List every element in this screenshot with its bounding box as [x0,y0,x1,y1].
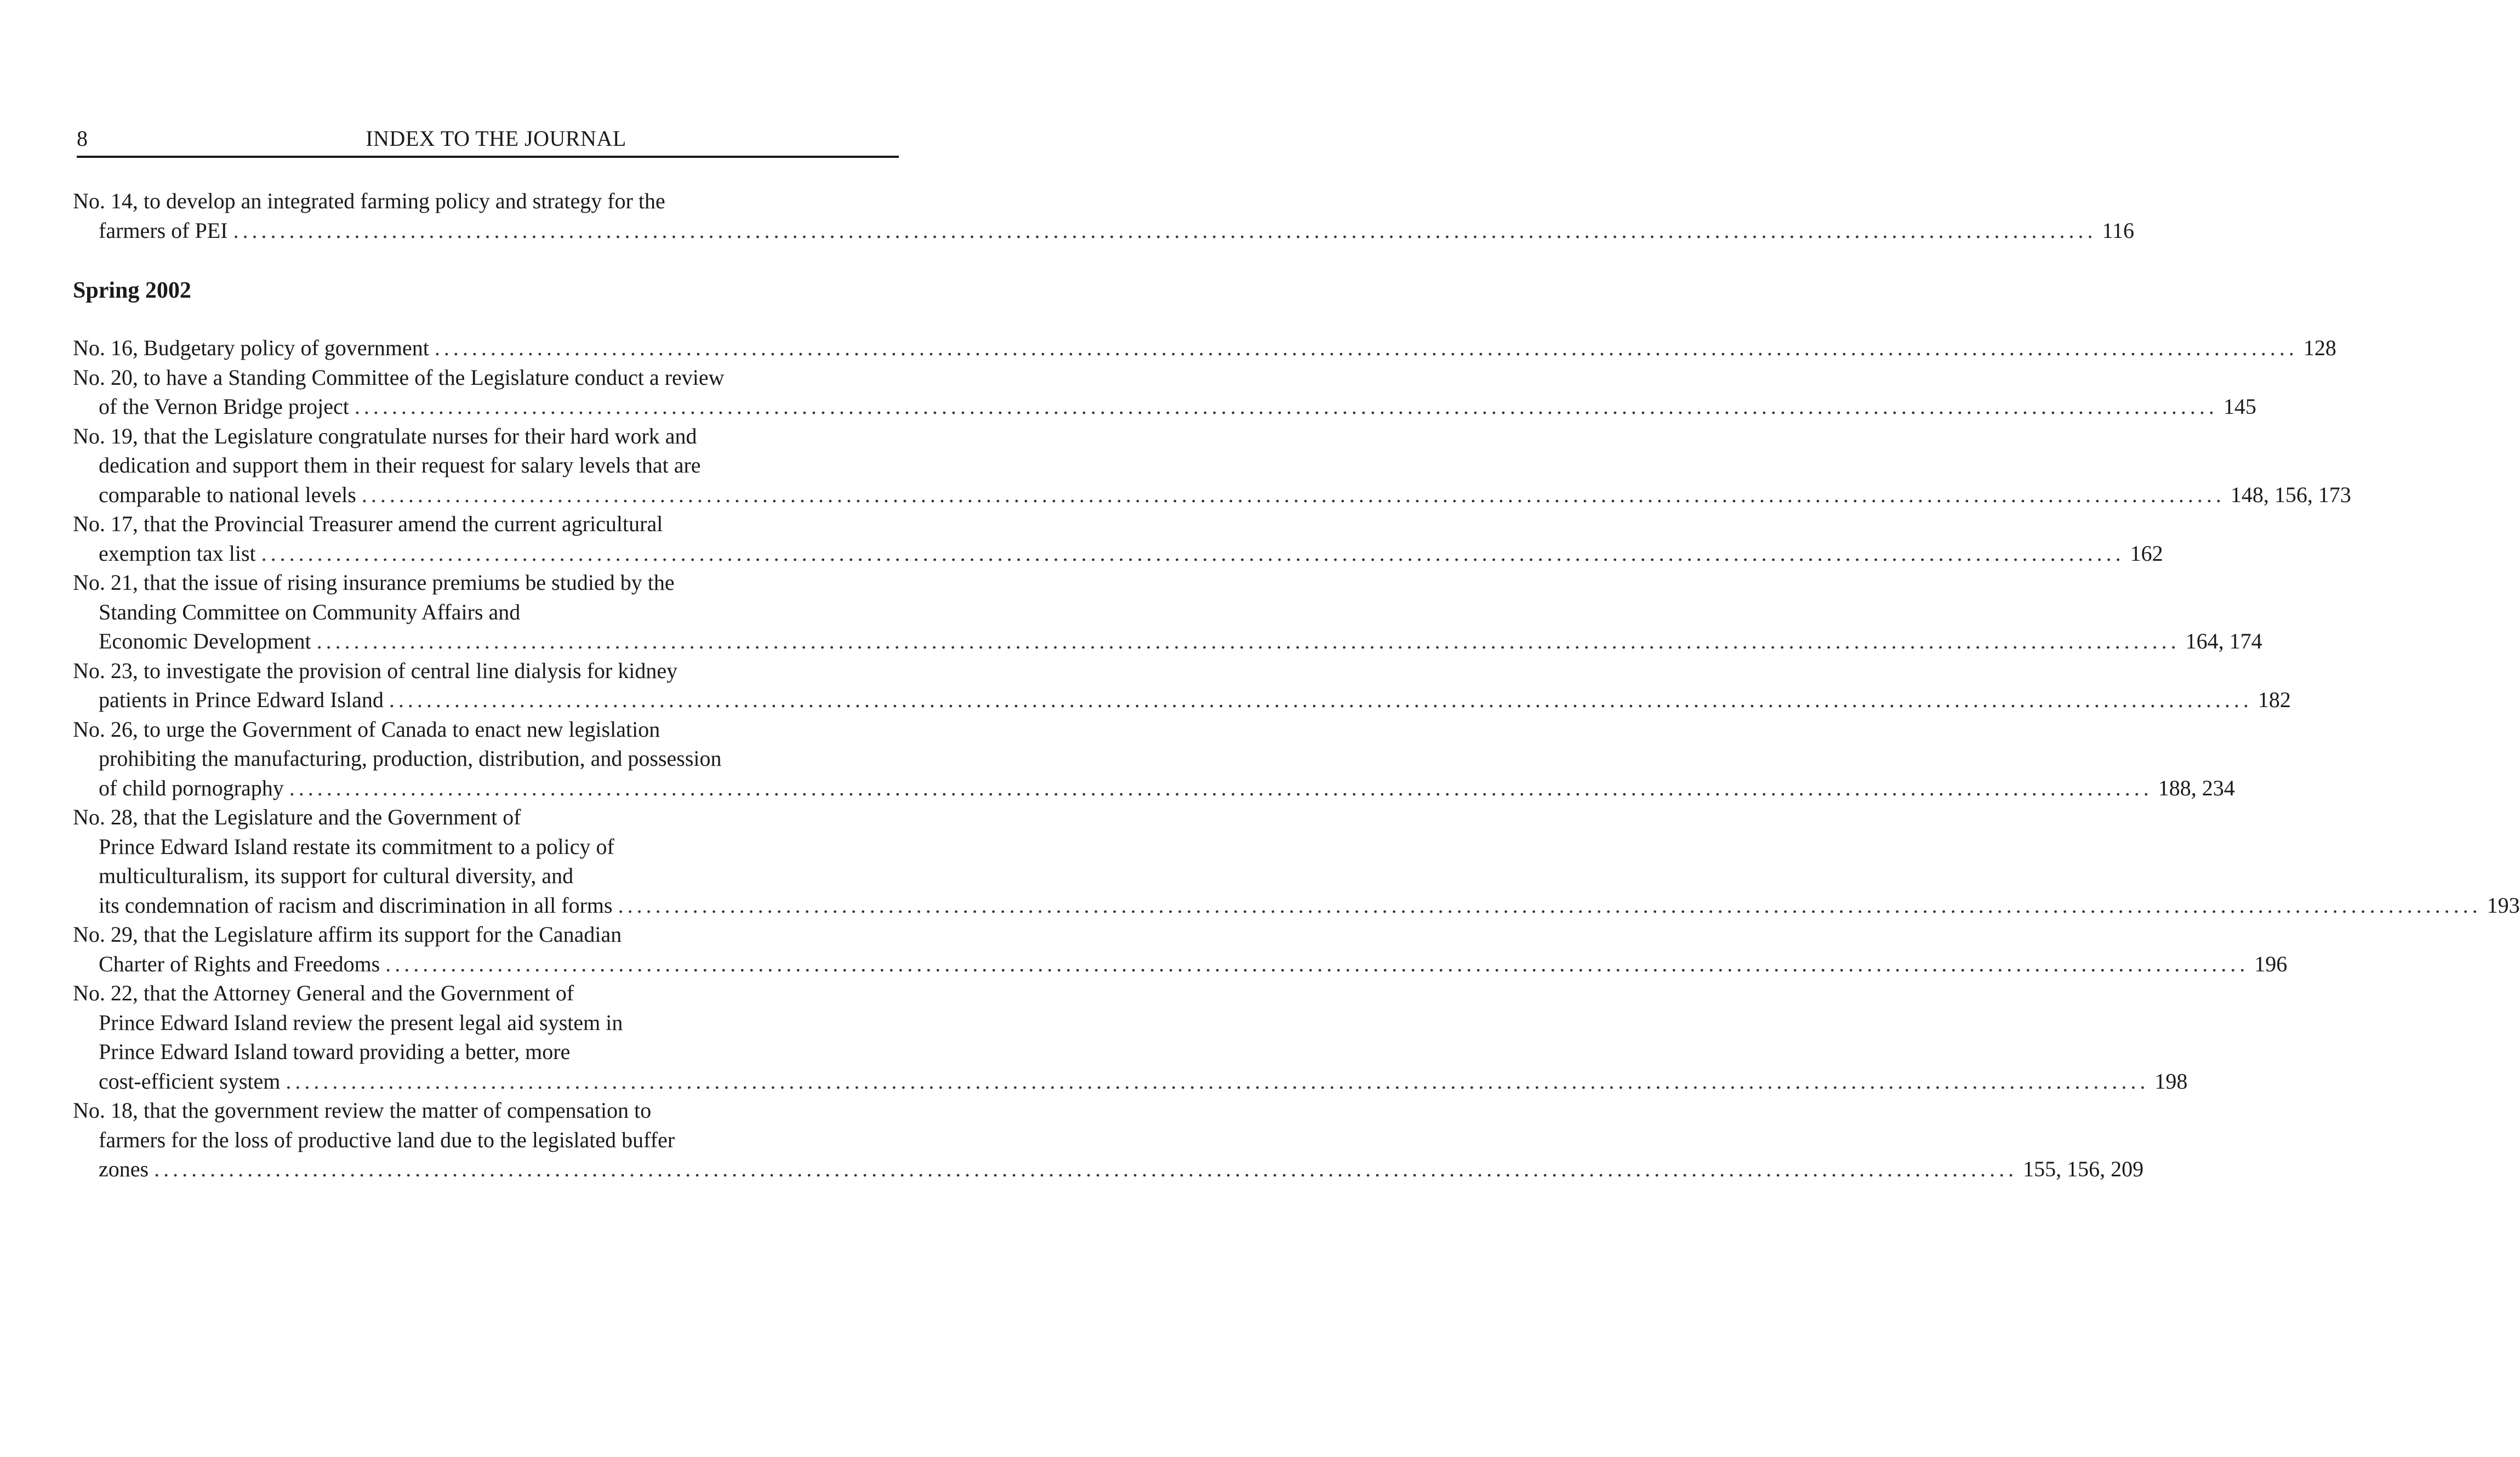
dot-leader: ........................................................................................................................................................................................................ [316,629,2180,653]
index-entry [73,920,2288,978]
index-entries [73,333,2520,1184]
entry-text-line: cost-efficient system [99,1068,281,1094]
entry-text-line: farmers of PEI [99,218,228,243]
page-header [77,122,899,158]
index-entry [73,715,2235,803]
dot-leader: ........................................................................................................................................................................................................ [261,540,2125,566]
dot-leader: ........................................................................................................................................................................................................ [385,951,2249,976]
entry-text-line: farmers for the loss of productive land due to the legislated buffer [99,1127,675,1152]
index-entry [73,422,2351,510]
entry-text-line: No. 14, to develop an integrated farming policy and strategy for the [73,189,665,213]
dot-leader: ........................................................................................................................................................................................................ [286,1068,2150,1094]
entry-text-line: Charter of Rights and Freedoms [99,951,380,976]
entry-text-line: patients in Prince Edward Island [99,687,384,712]
entry-text-line: comparable to national levels [99,482,356,507]
entry-last-line [73,216,2134,246]
page-reference: 196 [2254,951,2288,976]
dot-leader: ........................................................................................................................................................................................................ [618,892,2482,918]
entry-text-line: No. 26, to urge the Government of Canada to enact new legislation [73,716,660,742]
entry-text-line: No. 20, to have a Standing Committee of the Legislature conduct a review [73,365,725,390]
page-reference: 164, 174 [2185,629,2262,653]
dot-leader: ........................................................................................................................................................................................................ [389,687,2253,712]
entry-text-line: No. 16, Budgetary policy of government [73,335,429,360]
entry-last-line [73,773,2235,803]
entry-text-line: No. 21, that the issue of rising insurance premiums be studied by the [73,570,675,595]
section-heading: Spring 2002 [73,278,191,303]
dot-leader: ........................................................................................................................................................................................................ [354,394,2218,419]
entry-text-line: prohibiting the manufacturing, production, distribution, and possession [99,746,722,771]
page-reference: 128 [2303,335,2336,360]
entry-text-line: No. 18, that the government review the matter of compensation to [73,1098,652,1123]
entry-text-line: exemption tax list [99,540,256,566]
running-title: INDEX TO THE JOURNAL [366,126,626,151]
entry-last-line [73,480,2351,510]
dot-leader: ........................................................................................................................................................................................................ [154,1157,2018,1181]
entry-text-line: Standing Committee on Community Affairs and [99,599,521,624]
page-number: 8 [77,126,88,151]
index-entry [73,978,2188,1096]
dot-leader: ........................................................................................................................................................................................................ [233,218,2097,243]
intro-entries [73,186,2134,245]
entry-last-line [73,891,2520,920]
page-reference: 188, 234 [2158,775,2235,800]
entry-text-line: Prince Edward Island restate its commitment to a policy of [99,834,614,859]
dot-leader: ........................................................................................................................................................................................................ [289,775,2153,800]
entry-text-line: No. 22, that the Attorney General and the Government of [73,981,574,1005]
entry-text-line: of the Vernon Bridge project [99,394,349,419]
page-reference: 116 [2102,218,2134,243]
page-reference: 182 [2257,687,2291,712]
page-reference: 148, 156, 173 [2230,482,2351,507]
entry-last-line [73,685,2291,715]
index-entry [73,568,2262,656]
entry-last-line [73,392,2256,422]
entry-text-line: No. 23, to investigate the provision of central line dialysis for kidney [73,658,678,683]
entry-text-line: its condemnation of racism and discrimination in all forms [99,892,613,918]
entry-text-line: dedication and support them in their request for salary levels that are [99,453,701,477]
index-entry [73,656,2291,715]
index-entry [73,363,2256,422]
entry-text-line: No. 29, that the Legislature affirm its support for the Canadian [73,922,622,947]
entry-last-line [73,333,2336,363]
index-entry [73,1096,2144,1184]
entry-text-line: Prince Edward Island review the present legal aid system in [99,1010,623,1035]
entry-text-line: zones [99,1157,149,1181]
index-entry [73,509,2163,568]
entry-last-line [73,949,2288,979]
page-reference: 162 [2130,540,2163,566]
entry-last-line [73,1067,2188,1096]
page-reference: 155, 156, 209 [2023,1157,2144,1181]
entry-text-line: of child pornography [99,775,284,800]
index-entry [73,333,2336,363]
page-reference: 198 [2154,1068,2188,1094]
entry-last-line [73,627,2262,656]
index-entry [73,186,2134,245]
entry-text-line: No. 17, that the Provincial Treasurer amend the current agricultural [73,511,663,536]
entry-text-line: Prince Edward Island toward providing a better, more [99,1039,571,1064]
dot-leader: ........................................................................................................................................................................................................ [361,482,2225,507]
dot-leader: ........................................................................................................................................................................................................ [434,335,2298,360]
index-entry [73,803,2520,920]
entry-text-line: Economic Development [99,629,311,653]
entry-text-line: multiculturalism, its support for cultural diversity, and [99,863,574,888]
entry-last-line [73,1154,2144,1184]
entry-text-line: No. 28, that the Legislature and the Government of [73,805,521,829]
page-reference: 145 [2223,394,2256,419]
entry-last-line [73,539,2163,568]
entry-text-line: No. 19, that the Legislature congratulate nurses for their hard work and [73,423,697,448]
page-reference: 193 [2487,892,2520,918]
